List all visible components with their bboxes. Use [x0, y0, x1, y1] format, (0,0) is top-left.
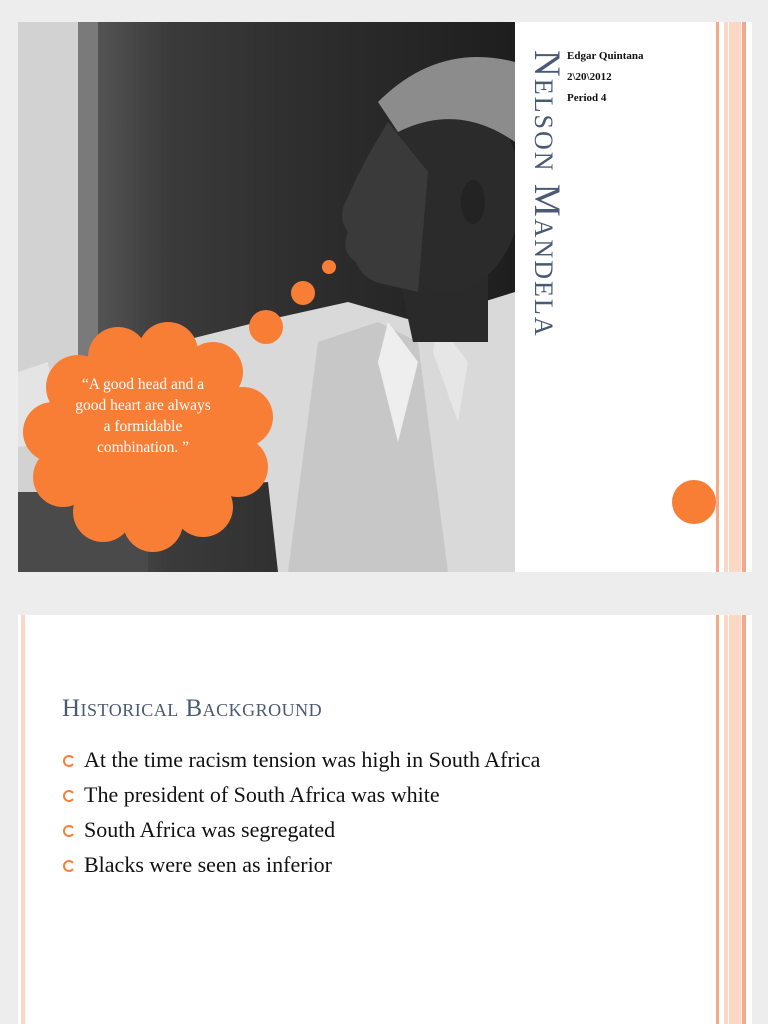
decorative-stripe — [742, 615, 746, 1024]
decorative-stripe — [21, 615, 25, 1024]
list-item — [62, 850, 622, 880]
class-period: Period 4 — [567, 92, 607, 104]
bullet-text: Blacks were seen as inferior — [84, 852, 333, 877]
list-item — [62, 780, 622, 810]
author-info — [567, 46, 644, 109]
bullet-text: South Africa was segregated — [84, 817, 336, 842]
decorative-stripe — [724, 615, 728, 1024]
portrait-illustration — [18, 22, 515, 572]
decorative-stripe — [716, 615, 719, 1024]
decorative-stripe — [742, 22, 746, 572]
bullet-circle-icon — [62, 859, 76, 873]
bullet-text: At the time racism tension was high in South Africa — [84, 747, 541, 772]
bullet-circle-icon — [62, 824, 76, 838]
list-item — [62, 745, 622, 775]
bullet-circle-icon — [62, 754, 76, 768]
bullet-text: The president of South Africa was white — [84, 782, 440, 807]
decorative-circle — [672, 480, 716, 524]
author-name: Edgar Quintana — [567, 50, 644, 62]
bullet-circle-icon — [62, 789, 76, 803]
decorative-stripe — [716, 22, 719, 572]
presentation-date: 2\20\2012 — [567, 71, 612, 83]
list-item — [62, 815, 622, 845]
decorative-stripe — [729, 22, 741, 572]
section-title: Historical Background — [62, 695, 323, 722]
portrait-photo — [18, 22, 515, 572]
bullet-list — [62, 745, 622, 885]
quote-text: “A good head and a good heart are always a formidable combination. ” — [75, 376, 211, 456]
decorative-stripe — [724, 22, 728, 572]
decorative-stripe — [729, 615, 741, 1024]
title-slide — [18, 22, 752, 572]
slide-title: Nelson Mandela — [526, 50, 567, 338]
content-slide — [18, 615, 752, 1024]
